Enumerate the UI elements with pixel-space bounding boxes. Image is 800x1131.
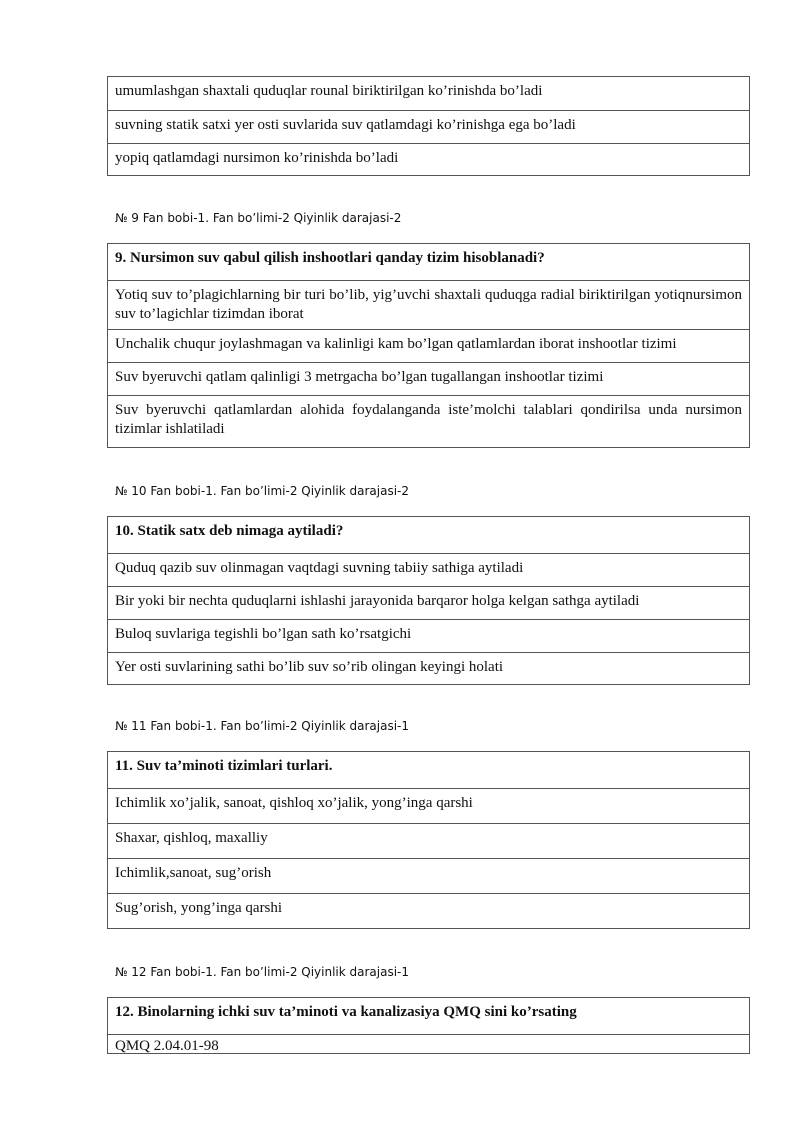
- answer-option: Quduq qazib suv olinmagan vaqtdagi suvning tabiiy sathiga aytiladi: [108, 553, 749, 586]
- answer-table-continued: [107, 76, 750, 176]
- question-text: 12. Binolarning ichki suv ta’minoti va kanalizasiya QMQ sini ko’rsating: [115, 1004, 577, 1020]
- answer-option: Sug’orish, yong’inga qarshi: [108, 893, 749, 928]
- answer-option: Ichimlik xo’jalik, sanoat, qishloq xo’jalik, yong’inga qarshi: [108, 788, 749, 823]
- answer-option: Ichimlik,sanoat, sug’orish: [108, 858, 749, 893]
- answer-option: yopiq qatlamdagi nursimon ko’rinishda bo’ladi: [108, 143, 749, 175]
- answer-option: Yer osti suvlarining sathi bo’lib suv so’rib olingan keyingi holati: [108, 652, 749, 684]
- answer-option: Yotiq suv to’plagichlarning bir turi bo’lib, yig’uvchi shaxtali quduqga radial biriktirilgan yotiqnursimon suv to’lagichlar tizimdan iborat: [108, 280, 749, 329]
- answer-option: Bir yoki bir nechta quduqlarni ishlashi jarayonida barqaror holga kelgan sathga aytiladi: [108, 586, 749, 619]
- answer-option: QMQ 2.04.01-98: [108, 1034, 749, 1053]
- answer-option: Shaxar, qishloq, maxalliy: [108, 823, 749, 858]
- question-meta-10: № 10 Fan bobi-1. Fan bo’limi-2 Qiyinlik darajasi-2: [115, 484, 410, 498]
- question-meta-12: № 12 Fan bobi-1. Fan bo’limi-2 Qiyinlik darajasi-1: [115, 965, 410, 979]
- answer-option: umumlashgan shaxtali quduqlar rounal biriktirilgan ko’rinishda bo’ladi: [115, 83, 543, 99]
- question-table-9: [107, 243, 750, 448]
- question-table-12: [107, 997, 750, 1054]
- question-text: 10. Statik satx deb nimaga aytiladi?: [115, 523, 344, 539]
- question-table-10: [107, 516, 750, 685]
- question-meta-9: № 9 Fan bobi-1. Fan bo’limi-2 Qiyinlik darajasi-2: [115, 211, 402, 225]
- question-text: 9. Nursimon suv qabul qilish inshootlari qanday tizim hisoblanadi?: [115, 250, 545, 266]
- answer-option: Suv byeruvchi qatlam qalinligi 3 metrgacha bo’lgan tugallangan inshootlar tizimi: [108, 362, 749, 395]
- answer-option: suvning statik satxi yer osti suvlarida suv qatlamdagi ko’rinishga ega bo’ladi: [108, 110, 749, 143]
- answer-option: Buloq suvlariga tegishli bo’lgan sath ko’rsatgichi: [108, 619, 749, 652]
- answer-option: Unchalik chuqur joylashmagan va kalinligi kam bo’lgan qatlamlardan iborat inshootlar tizimi: [108, 329, 749, 362]
- question-text: 11. Suv ta’minoti tizimlari turlari.: [115, 758, 333, 774]
- question-meta-11: № 11 Fan bobi-1. Fan bo’limi-2 Qiyinlik darajasi-1: [115, 719, 410, 733]
- answer-option: Suv byeruvchi qatlamlardan alohida foydalanganda iste’molchi talablari qondirilsa unda nursimon tizimlar ishlatiladi: [108, 395, 749, 447]
- question-table-11: [107, 751, 750, 929]
